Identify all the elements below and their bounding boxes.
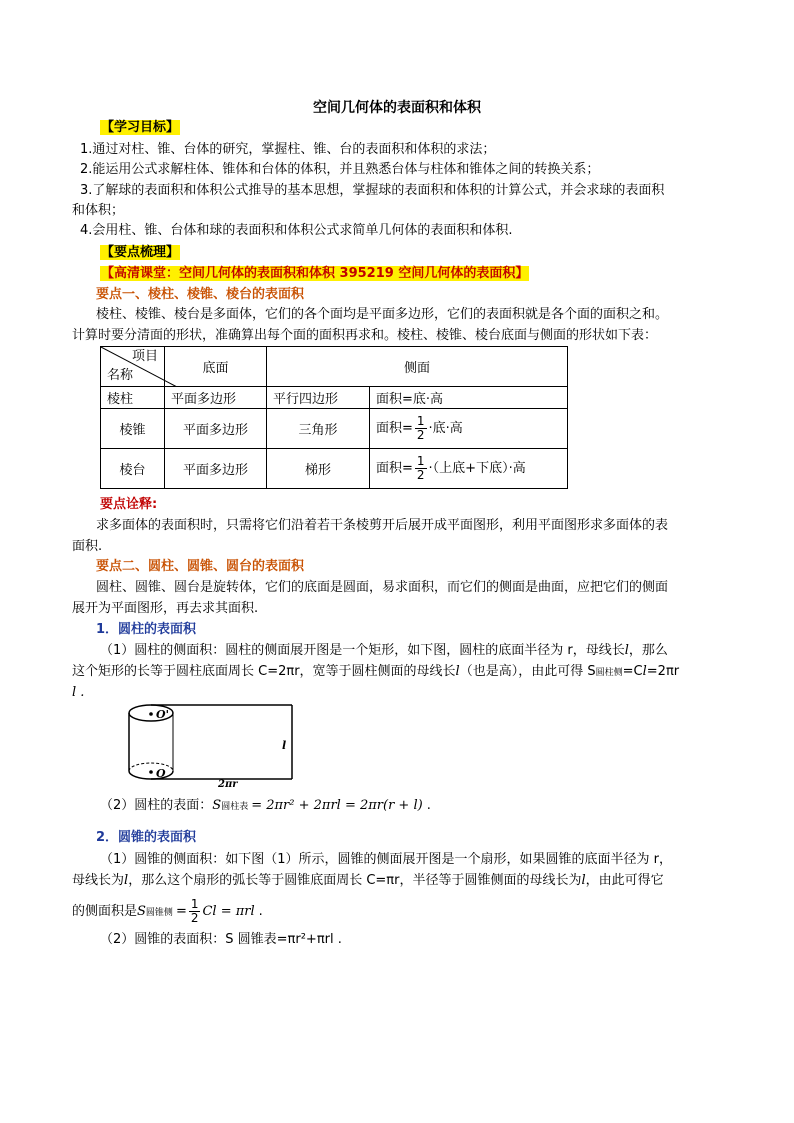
section-tag-summary [100,243,180,263]
text: = [175,904,187,919]
corner-top-label: 项目 [131,349,158,364]
math-S: S [137,904,146,919]
classroom-line [100,264,529,284]
math-S: S [212,798,222,813]
math-l: l [124,873,129,888]
table-corner-cell [101,347,165,387]
goals-tag-label: 【学习目标】 [101,120,180,135]
point2-paragraph: 圆柱、圆锥、圆台是旋转体，它们的底面是圆面，易求面积，而它们的侧面是曲面，应把它们的侧面 [96,580,669,595]
text: =C [622,664,643,679]
point2-paragraph: 展开为平面图形，再去求其面积. [72,601,259,616]
sub2-heading: 2．圆锥的表面积 [96,830,197,845]
sub1-line: l . [72,685,85,700]
goal-item: 2.能运用公式求解柱体、锥体和台体的体积，并且熟悉台体与柱体和锥体之间的转换关系； [80,162,600,177]
text: 这个矩形的长等于圆柱底面周长 C=2πr，宽等于圆柱侧面的母线长 [72,664,456,679]
subscript: 圆锥侧 [145,908,173,918]
fraction-denominator: 2 [416,428,425,442]
fraction-denominator: 2 [416,468,425,482]
table-cell-side-shape: 梯形 [267,449,370,489]
subscript: 圆柱表 [221,802,249,812]
math-l: l [624,643,629,658]
label-top-center: O' [156,708,169,721]
table-cell-formula: 面积=底·高 [370,387,568,409]
text: ，那么这个扇形的弧长等于圆锥底面周长 C=πr，半径等于圆锥侧面的母线长为 [128,873,582,888]
fraction [189,898,201,925]
table-row [101,449,568,489]
note-paragraph: 面积. [72,539,103,554]
fraction [415,455,427,482]
point1-paragraph: 计算时要分清面的形状，准确算出每个面的面积再求和。棱柱、棱锥、棱台底面与侧面的形状如下表： [72,328,658,343]
point1-paragraph: 棱柱、棱锥、棱台是多面体，它们的各个面均是平面多边形，它们的表面积就是各个面的面积之和。 [96,307,669,322]
fraction-numerator: 1 [416,454,425,468]
table-cell-side-shape: 平行四边形 [267,387,370,409]
table-cell-base: 平面多边形 [165,409,267,449]
table-cell-side-shape: 三角形 [267,409,370,449]
fraction-denominator: 2 [190,911,199,925]
table-cell-formula [370,449,568,489]
table-cell-base: 平面多边形 [165,449,267,489]
sub1-line [100,641,668,661]
shape-table [100,346,568,489]
sub1-heading: 1．圆柱的表面积 [96,622,197,637]
goal-item: 和体积； [72,203,125,218]
table-row [101,409,568,449]
point1-heading: 要点一、棱柱、棱锥、棱台的表面积 [96,287,305,302]
sub2-surface-line: （2）圆锥的表面积：S 圆锥表=πr²+πrl . [100,932,342,947]
table-row [101,387,568,409]
math-l: l [642,664,647,679]
page-title: 空间几何体的表面积和体积 [313,100,481,116]
subscript: 圆柱侧 [595,668,623,678]
table-header-base: 底面 [165,347,267,387]
sub2-line [72,871,664,891]
math-l: l [455,664,460,679]
note-paragraph: 求多面体的表面积时，只需将它们沿着若干条棱剪开后展开成平面图形，利用平面图形求多面体的表 [96,518,669,533]
table-cell-formula [370,409,568,449]
text: . [426,798,431,813]
math-l: l [581,873,586,888]
goal-item: 1.通过对柱、锥、台体的研究，掌握柱、锥、台的表面积和体积的求法； [80,142,496,157]
formula: = 2πr² + 2πrl = 2πr(r + l) [251,798,423,813]
label-side: l [282,739,287,752]
classroom-line-label: 【高清课堂：空间几何体的表面积和体积 395219 空间几何体的表面积】 [101,266,529,281]
text: ，那么 [628,643,668,658]
formula: Cl = πrl [202,904,255,919]
fraction-numerator: 1 [190,897,199,911]
sub2-line: （1）圆锥的侧面积：如下图（1）所示，圆锥的侧面展开图是一个扇形，如果圆锥的底面半径为 r， [100,852,673,867]
text: （1）圆柱的侧面积：圆柱的侧面展开图是一个矩形，如下图，圆柱的底面半径为 r，母线长 [100,643,625,658]
table-cell-name: 棱锥 [101,409,165,449]
formula-suffix: ·（上底+下底）·高 [428,461,526,476]
formula-prefix: 面积= [376,421,413,436]
cylinder-unfold-figure [126,703,296,787]
goal-item: 4.会用柱、锥、台体和球的表面积和体积公式求简单几何体的表面积和体积. [80,223,513,238]
table-cell-name: 棱柱 [101,387,165,409]
table-cell-base: 平面多边形 [165,387,267,409]
section-tag-goals [100,118,180,138]
formula-prefix: 面积= [376,461,413,476]
label-bottom: 2πr [218,779,238,787]
table-header-side: 侧面 [267,347,568,387]
text: . [258,904,263,919]
text: ，由此可得它 [585,873,664,888]
table-cell-name: 棱台 [101,449,165,489]
fraction [415,415,427,442]
corner-bottom-label: 名称 [107,368,134,383]
summary-tag-label: 【要点梳理】 [101,245,180,260]
goal-item: 3.了解球的表面积和体积公式推导的基本思想，掌握球的表面积和体积的计算公式，并会求球的表面积 [80,183,665,198]
text: （2）圆柱的表面： [100,798,213,813]
sub2-line [72,898,263,925]
sub1-line [72,662,679,683]
point2-heading: 要点二、圆柱、圆锥、圆台的表面积 [96,559,305,574]
sub1-surface-line [100,796,431,817]
text: 的侧面积是 [72,904,138,919]
formula-suffix: ·底·高 [428,421,463,436]
note-heading: 要点诠释: [100,497,158,512]
text: =2πr [646,664,680,679]
text: 母线长为 [72,873,125,888]
text: （也是高），由此可得 S [459,664,596,679]
label-bottom-center: O [156,767,166,780]
fraction-numerator: 1 [416,414,425,428]
